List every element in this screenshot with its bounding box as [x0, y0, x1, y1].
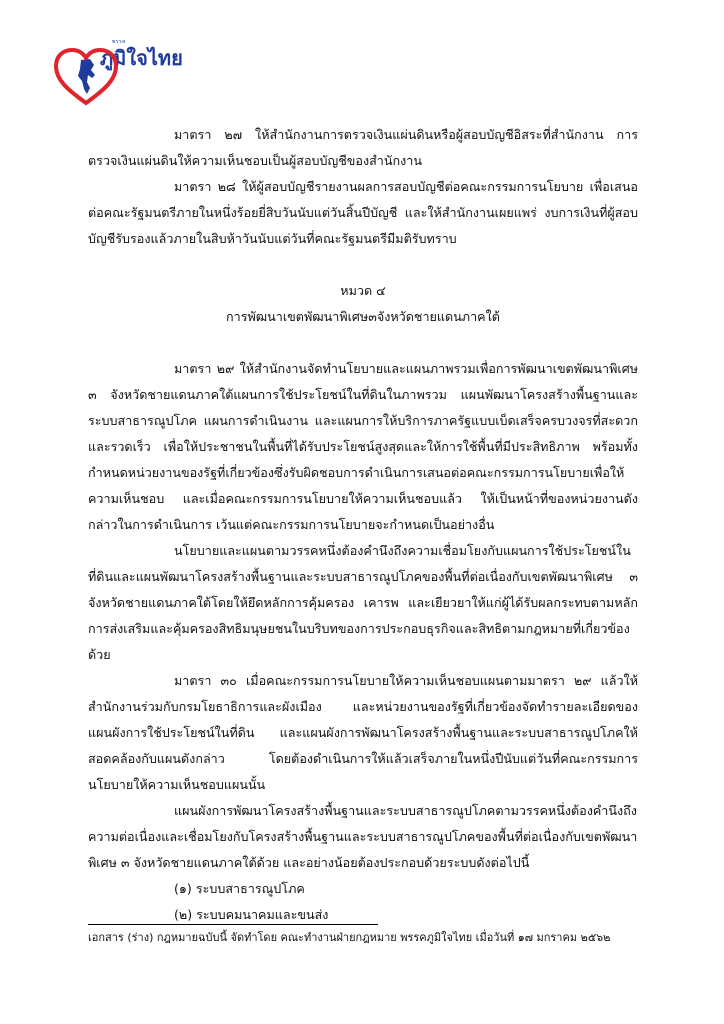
logo-party-label: พรรค	[112, 39, 127, 45]
footnote-divider	[88, 924, 378, 925]
section-29-paragraph-2: นโยบายและแผนตามวรรคหนึ่งต้องคำนึงถึงความเชื่อมโยงกับแผนการใช้ประโยชน์ในที่ดินและแผนพัฒนาโครงสร้างพื้นฐานและระบบสาธารณูปโภคของพื้นที่ต่อเนื่องกับเขตพัฒนาพิเศษ ๓ จังหวัดชายแดนภาคใต้โดยให้ยึดหลักการคุ้มครอง เคารพ และเยียวยาให้แก่ผู้ได้รับผลกระทบตามหลักการส่งเสริมและคุ้มครองสิทธิมนุษยชนในบริบทของการประกอบธุรกิจและสิทธิตามกฎหมายที่เกี่ยวข้องด้วย	[88, 543, 638, 662]
section-30-paragraph: มาตรา ๓๐ เมื่อคณะกรรมการนโยบายให้ความเห็นชอบแผนตามมาตรา ๒๙ แล้วให้สำนักงานร่วมกับกรมโยธาธิการและผังเมือง และหน่วยงานของรัฐที่เกี่ยวข้องจัดทำรายละเอียดของแผนผังการใช้ประโยชน์ในที่ดิน และแผนผังการพัฒนาโครงสร้างพื้นฐานและระบบสาธารณูปโภคให้สอดคล้องกับแผนดังกล่าว โดยต้องดำเนินการให้แล้วเสร็จภายในหนึ่งปีนับแต่วันที่คณะกรรมการนโยบายให้ความเห็นชอบแผนนั้น	[88, 673, 638, 792]
chapter-number: หมวด ๔	[340, 283, 386, 298]
section-27-paragraph: มาตรา ๒๗ ให้สำนักงานการตรวจเงินแผ่นดินหรือผู้สอบบัญชีอิสระที่สำนักงาน การตรวจเงินแผ่นดินให้ความเห็นชอบเป็นผู้สอบบัญชีของสำนักงาน	[88, 127, 638, 168]
section-30-paragraph-2: แผนผังการพัฒนาโครงสร้างพื้นฐานและระบบสาธารณูปโภคตามวรรคหนึ่งต้องคำนึงถึงความต่อเนื่องและเชื่อมโยงกับโครงสร้างพื้นฐานและระบบสาธารณูปโภคของพื้นที่ต่อเนื่องกับเขตพัฒนาพิเศษ ๓ จังหวัดชายแดนภาคใต้ด้วย และอย่างน้อยต้องประกอบด้วยระบบดังต่อไปนี้	[88, 803, 638, 870]
chapter-title: การพัฒนาเขตพัฒนาพิเศษ๓จังหวัดชายแดนภาคใต้	[226, 309, 500, 324]
footnote: เอกสาร (ร่าง) กฎหมายฉบับนี้ จัดทำโดย คณะทำงานฝ่ายกฎหมาย พรรคภูมิใจไทย เมื่อวันที่ ๑๗ มกราคม ๒๕๖๒	[88, 931, 611, 944]
list-item: (๒) ระบบคมนาคมและขนส่ง	[174, 907, 329, 922]
section-29-paragraph: มาตรา ๒๙ ให้สำนักงานจัดทำนโยบายและแผนภาพรวมเพื่อการพัฒนาเขตพัฒนาพิเศษ ๓ จังหวัดชายแดนภาคใต้แผนการใช้ประโยชน์ในที่ดินในภาพรวม แผนพัฒนาโครงสร้างพื้นฐานและระบบสาธารณูปโภค แผนการดำเนินงาน และแผนการให้บริการภาครัฐแบบเบ็ดเสร็จครบวงจรที่สะดวกและรวดเร็ว เพื่อให้ประชาชนในพื้นที่ได้รับประโยชน์สูงสุดและให้การใช้พื้นที่มีประสิทธิภาพ พร้อมทั้งกำหนดหน่วยงานของรัฐที่เกี่ยวข้องซึ่งรับผิดชอบการดำเนินการเสนอต่อคณะกรรมการนโยบายเพื่อให้ความเห็นชอบ และเมื่อคณะกรรมการนโยบายให้ความเห็นชอบแล้ว ให้เป็นหน้าที่ของหน่วยงานดังกล่าวในการดำเนินการ เว้นแต่คณะกรรมการนโยบายจะกำหนดเป็นอย่างอื่น	[88, 361, 638, 532]
logo-party-name: ภูมิใจไทย	[100, 46, 183, 70]
section-28-paragraph: มาตรา ๒๘ ให้ผู้สอบบัญชีรายงานผลการสอบบัญชีต่อคณะกรรมการนโยบาย เพื่อเสนอต่อคณะรัฐมนตรีภายในหนึ่งร้อยยี่สิบวันนับแต่วันสิ้นปีบัญชี และให้สำนักงานเผยแพร่ งบการเงินที่ผู้สอบบัญชีรับรองแล้วภายในสิบห้าวันนับแต่วันที่คณะรัฐมนตรีมีมติรับทราบ	[88, 179, 638, 246]
list-item: (๑) ระบบสาธารณูปโภค	[174, 881, 305, 896]
document-body	[88, 122, 638, 928]
party-logo	[46, 18, 183, 118]
heart-map-icon	[54, 48, 118, 106]
